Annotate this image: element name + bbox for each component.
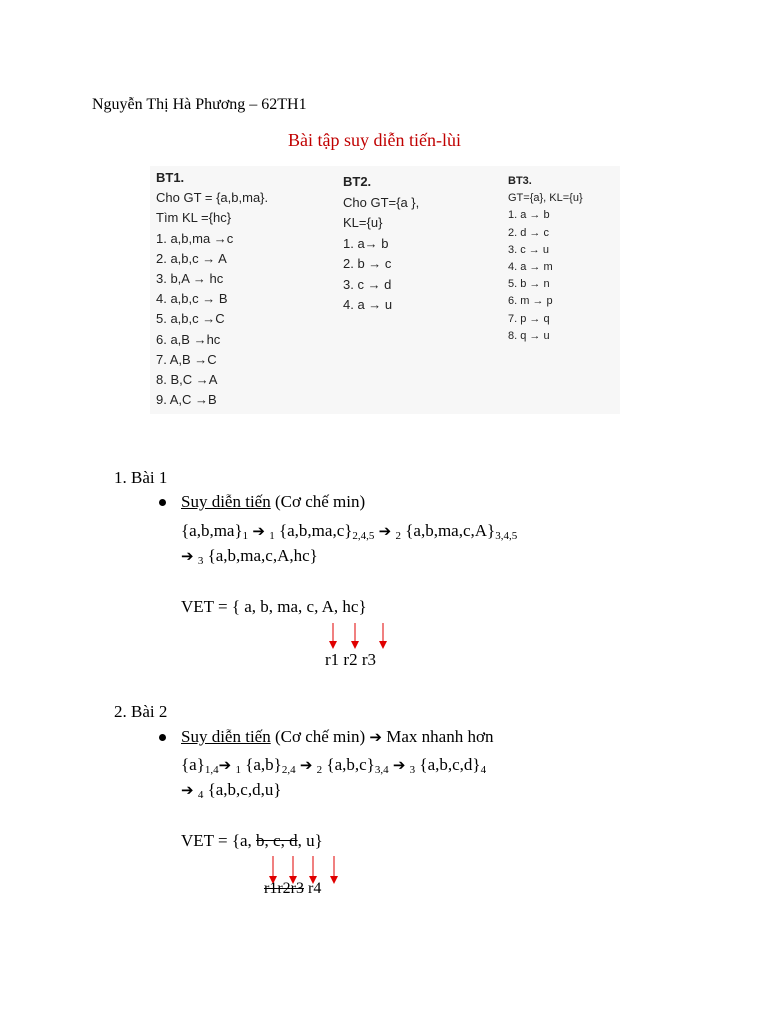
method-desc: (Cơ chế min) [270,727,370,746]
vet-suffix: , u} [297,831,323,850]
fact-set: {a,b,ma,c,A} [400,521,496,540]
right-arrow-icon: ➔ [181,547,194,565]
rule-labels [325,650,376,670]
right-arrow-icon: ➔ [392,756,406,774]
rule-label-struck: r1 [264,880,278,897]
rule-label: r3 [361,650,377,669]
document-title: Bài tập suy diễn tiến-lùi [288,130,461,150]
fact-set: {a,b,c,d,u} [203,780,282,799]
rule-label: r1 [325,650,340,669]
rule-label: r2 [343,650,358,669]
bt1-line: 1. a,b,ma →c [156,230,234,246]
rule-label-struck: r2 [277,880,291,897]
right-arrow-icon: ➔ [252,522,265,540]
bt3-line: 4. a → m [508,261,553,274]
rule-subscript: 2 [395,530,401,542]
bt3-line: 7. p → q [508,312,550,325]
bt3-line: 2. d → c [508,226,549,239]
rule-labels [264,880,321,898]
right-arrow-icon: ➔ [299,756,313,774]
bt2-line: KL={u} [343,215,383,230]
section-heading: 2. Bài 2 [114,702,168,721]
rule-subscript: 4 [197,789,204,801]
rule-subscript: 3,4 [374,764,389,776]
bt2-line: 4. a → u [343,297,393,312]
right-arrow-icon: ➔ [218,756,232,774]
bt1-line: 7. A,B →C [156,351,217,367]
rule-label: r4 [307,880,322,897]
fact-set: {a,b,c,d} [415,755,481,774]
author-line: Nguyễn Thị Hà Phương – 62TH1 [92,96,307,113]
bt3-line: 3. c → u [508,243,549,256]
rule-subscript: 3 [409,764,416,776]
rule-subscript: 1,4 [204,764,219,776]
bt1-line: 9. A,C →B [156,392,217,408]
bt1-line: 4. a,b,c → B [156,291,228,307]
rule-subscript: 2 [316,764,323,776]
inference-line [181,755,486,776]
rule-subscript: 2,4 [281,764,296,776]
vet-prefix: VET = {a, [181,831,257,850]
bt1-line: 6. a,B →hc [156,331,221,347]
bt3-line: GT={a}, KL={u} [508,192,583,205]
fact-set: {a,b,c} [322,755,375,774]
bt1-line: Cho GT = {a,b,ma}. [156,190,269,206]
method-tail: Max nhanh hơn [382,727,494,746]
section-heading: 1. Bài 1 [114,468,168,487]
bt3-line: 6. m → p [508,295,553,308]
bt2-line: 1. a→ b [343,235,389,251]
bt1-heading: BT1. [156,170,185,185]
bt3-line: 8. q → u [508,329,550,342]
rule-subscript: 4 [480,764,487,776]
rule-label-struck: r3 [290,880,304,897]
method-desc: (Cơ chế min) [270,492,366,511]
bt1-line: 8. B,C →A [156,372,218,388]
rule-subscript: 2,4,5 [352,530,375,542]
bullet-icon [159,734,166,741]
fact-set: {a} [181,755,205,774]
fact-set: {a,b,ma} [181,521,243,540]
rule-subscript: 1 [235,764,241,776]
bt1-line: Tìm KL ={hc} [156,210,232,226]
method-line [181,727,493,747]
right-arrow-icon: ➔ [181,781,194,799]
fact-set: {a,b,ma,c,A,hc} [203,546,318,565]
bt1-line: 3. b,A → hc [156,271,224,287]
fact-set: {a,b} [240,755,282,774]
bt3-line: 5. b → n [508,278,550,291]
rule-subscript: 1 [242,530,249,542]
bt3-line: 1. a → b [508,209,550,222]
rule-subscript: 3,4,5 [495,530,518,542]
bt2-line: Cho GT={a }, [343,194,420,210]
bt2-line: 3. c → d [343,276,392,292]
vet-struck: b, c, d [256,831,298,850]
rule-subscript: 1 [269,530,275,542]
rule-subscript: 3 [197,555,204,567]
bt3-heading: BT3. [508,175,532,187]
vet-line: VET = { a, b, ma, c, A, hc} [181,597,367,616]
inference-line [181,780,282,801]
method-link[interactable]: Suy diễn tiến [181,492,271,511]
right-arrow-icon: ➔ [378,522,392,540]
fact-set: {a,b,ma,c} [274,521,353,540]
bt1-line: 2. a,b,c → A [156,250,227,266]
bt1-line: 5. a,b,c →C [156,311,225,327]
bt2-heading: BT2. [343,174,372,189]
vet-line [181,831,323,851]
bt2-line: 2. b → c [343,256,392,271]
method-link[interactable]: Suy diễn tiến [181,727,271,746]
right-arrow-icon: ➔ [369,728,382,746]
